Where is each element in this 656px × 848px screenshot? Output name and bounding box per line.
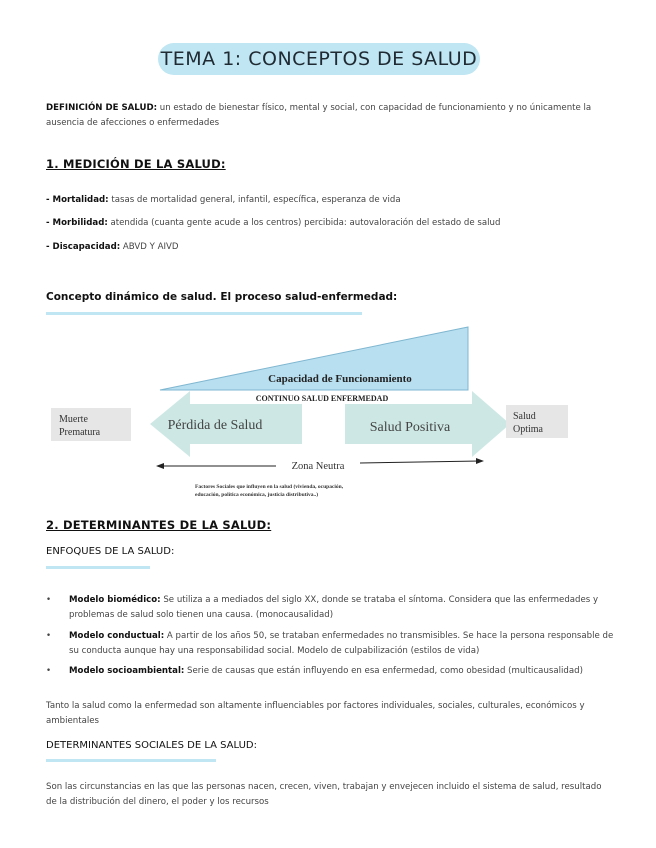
- muerte-line2: Prematura: [59, 427, 101, 438]
- list-item: [46, 664, 619, 679]
- concepto-underline: [46, 312, 362, 315]
- zona-arrowhead-left: [156, 463, 164, 469]
- definicion-text: un estado de bienestar físico, mental y social, con capacidad de funcionamiento y no únicamente la ausencia de afecciones o enfermedades: [46, 103, 592, 128]
- morbilidad-label: - Morbilidad:: [46, 218, 108, 228]
- determinantes-underline: [46, 759, 216, 762]
- optima-line1: Salud: [513, 411, 536, 422]
- factores-line2: educación, política económica, justicia distributiva..): [195, 492, 319, 498]
- page-title: TEMA 1: CONCEPTOS DE SALUD: [160, 48, 478, 70]
- modelo-socioambiental-text: Serie de causas que están influyendo en esa enfermedad, como obesidad (multicausalidad): [184, 666, 583, 676]
- discapacidad-text: ABVD Y AIVD: [120, 242, 179, 252]
- bullet: •: [46, 666, 52, 676]
- tanto-paragraph: Tanto la salud como la enfermedad son altamente influenciables por factores individuales, sociales, culturales, económicos y ambientales: [46, 701, 585, 726]
- zona-arrowhead-right: [476, 458, 484, 464]
- section2-heading: 2. DETERMINANTES DE LA SALUD:: [46, 518, 272, 532]
- modelo-conductual-text: A partir de los años 50, se trataban enfermedades no transmisibles. Se hace la persona responsable de su conducta aunque hay una responsabilidad social. Modelo de culpabilización (estilos de vida): [69, 631, 614, 656]
- title-pill: [158, 43, 480, 75]
- enfoques-underline: [46, 566, 150, 569]
- optima-line2: Optima: [513, 424, 543, 435]
- discapacidad-label: - Discapacidad:: [46, 242, 121, 252]
- modelo-conductual-label: Modelo conductual:: [69, 631, 165, 641]
- modelo-biomedico-label: Modelo biomédico:: [69, 595, 161, 605]
- definicion-label: DEFINICIÓN DE SALUD:: [46, 103, 158, 113]
- positiva-label: Salud Positiva: [369, 420, 451, 435]
- list-item: [46, 629, 619, 659]
- mortalidad-label: - Mortalidad:: [46, 195, 109, 205]
- determinantes-paragraph: Son las circunstancias en las que las personas nacen, crecen, viven, trabajan y envejecen incluido el sistema de salud, resultado de la distribución del dinero, el poder y los recursos: [46, 782, 602, 807]
- salud-enfermedad-diagram: [40, 320, 600, 500]
- mortalidad-text: tasas de mortalidad general, infantil, específica, esperanza de vida: [108, 195, 401, 205]
- bullet: •: [46, 595, 52, 605]
- determinantes-heading: DETERMINANTES SOCIALES DE LA SALUD:: [46, 740, 257, 751]
- perdida-label: Pérdida de Salud: [167, 418, 263, 433]
- definicion-paragraph: [46, 101, 614, 131]
- zona-line-right: [360, 461, 480, 463]
- bullet: •: [46, 631, 52, 641]
- modelo-socioambiental-label: Modelo socioambiental:: [69, 666, 185, 676]
- modelo-biomedico-text: Se utiliza a a mediados del siglo XX, donde se trataba el síntoma. Considera que las enfermedades y problemas de salud solo tienen una causa. (monocausalidad): [69, 595, 599, 620]
- capacidad-label: Capacidad de Funcionamiento: [268, 373, 412, 385]
- muerte-line1: Muerte: [59, 414, 88, 425]
- factores-line1: Factores Sociales que influyen en la salud (vivienda, ocupación,: [195, 484, 344, 490]
- continuo-label: CONTINUO SALUD ENFERMEDAD: [255, 394, 389, 403]
- concepto-heading: Concepto dinámico de salud. El proceso salud-enfermedad:: [46, 291, 398, 303]
- morbilidad-text: atendida (cuanta gente acude a los centros) percibida: autovaloración del estado de salud: [107, 218, 501, 228]
- list-item: [46, 216, 606, 231]
- section1-heading: 1. MEDICIÓN DE LA SALUD:: [46, 157, 226, 171]
- zona-label: Zona Neutra: [291, 461, 345, 472]
- list-item: [46, 240, 606, 255]
- list-item: [46, 193, 606, 208]
- list-item: [46, 593, 619, 623]
- enfoques-heading: ENFOQUES DE LA SALUD:: [46, 546, 175, 557]
